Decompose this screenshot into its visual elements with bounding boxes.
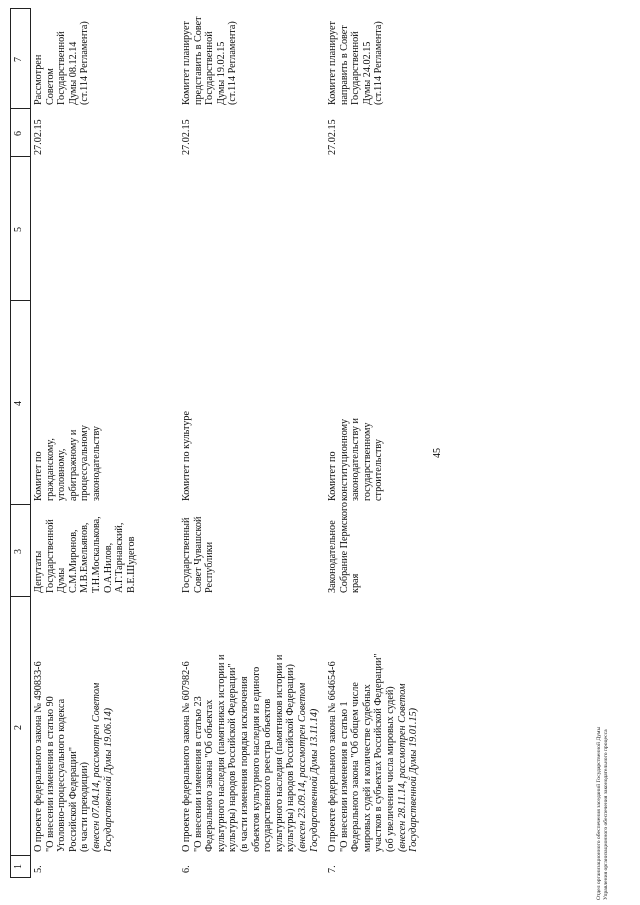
text-line: государственному <box>361 422 373 501</box>
text-line: Совет Чувашской <box>192 516 204 593</box>
status <box>327 21 385 105</box>
text-line: (ст.114 Регламента) <box>227 21 239 105</box>
text-line: Советом <box>44 68 56 105</box>
text-line: Республики <box>204 541 216 593</box>
note-line: (внесен 23.09.14, рассмотрен Советом <box>296 682 308 852</box>
text-line: Комитет по культуре <box>181 411 192 501</box>
text-line: Законодательное <box>327 520 338 593</box>
row-number: 5. <box>33 865 44 873</box>
note-line: (внесен 28.11.14, рассмотрен Советом <box>396 683 408 852</box>
text-line: уголовному, <box>56 448 68 501</box>
text-line: (в части изменения порядка исключения <box>238 676 250 852</box>
text-line: мировых судей и количестве судебных <box>361 684 373 852</box>
text-line: края <box>350 573 362 593</box>
text-line: Государственной <box>44 519 56 593</box>
text-line: Думы 08.12.14 <box>67 41 79 105</box>
col-header-3: 3 <box>13 549 24 554</box>
text-line: Государственной <box>350 31 362 105</box>
col-divider <box>10 596 30 597</box>
text-line: "О внесении изменения в статью 1 <box>338 701 350 852</box>
table-grid <box>10 8 424 878</box>
text-line: Российской Федерации" <box>67 746 79 852</box>
col-header-4: 4 <box>13 401 24 406</box>
committee <box>327 418 385 501</box>
text-line: (ст.114 Регламента) <box>373 21 385 105</box>
text-line: направить в Совет <box>338 25 350 105</box>
note-line: Государственной Думы 13.11.14) <box>308 708 320 852</box>
text-line: Думы 19.02.15 <box>215 41 227 105</box>
text-line: участков в субъектах Российской Федерации" <box>373 653 385 852</box>
text-line: (ст.114 Регламента) <box>79 21 91 105</box>
col-divider <box>10 877 30 878</box>
text-line: А.Г.Тарнавский, <box>114 522 126 593</box>
text-line: культурного наследия (памятниках истории и <box>215 654 227 852</box>
text-line: Государственной <box>56 31 68 105</box>
text-line: Государственный <box>181 517 192 593</box>
text-line: (в части преюдиции) <box>79 762 91 852</box>
bill-title <box>181 655 320 852</box>
text-line: Уголовно-процессуального кодекса <box>56 698 68 852</box>
committee <box>33 425 103 501</box>
text-line: Комитет по <box>327 451 338 501</box>
text-line: представить в Совет <box>192 16 204 105</box>
text-line: Собрание Пермского <box>338 502 350 593</box>
text-line: О проекте федерального закона № 490833-6 <box>33 661 44 852</box>
text-line: М.В.Емельянов, <box>79 522 91 593</box>
row-number: 6. <box>181 865 192 873</box>
text-line: В.Е.Шудегов <box>125 536 137 593</box>
row-number: 7. <box>327 865 338 873</box>
text-line: культуры) народов Российской Федерации" <box>227 663 239 852</box>
text-line: Депутаты <box>33 550 44 593</box>
initiator <box>327 502 362 593</box>
col-divider <box>10 8 30 9</box>
header-bottom-border <box>30 8 31 878</box>
committee <box>181 411 193 501</box>
text-line: Думы 24.02.15 <box>361 41 373 105</box>
text-line: объектов культурного наследия из единого <box>250 666 262 852</box>
date: 27.02.15 <box>327 119 338 155</box>
status <box>181 16 239 105</box>
col-divider <box>10 108 30 109</box>
text-line: законодательству <box>90 426 102 501</box>
note-line: Государственной Думы 19.01.15) <box>408 707 420 852</box>
status <box>33 21 91 105</box>
text-line: Думы <box>56 567 68 593</box>
footer-line: Управления организационного обеспечения законодательного процесса <box>603 729 609 900</box>
date: 27.02.15 <box>181 119 192 155</box>
text-line: конституционному <box>338 418 350 501</box>
text-line: Федерального закона "Об объектах <box>204 699 216 852</box>
table-top-border <box>10 8 11 878</box>
text-line: Федерального закона "Об общем числе <box>350 682 362 852</box>
text-line: О проекте федерального закона № 664654-6 <box>327 661 338 852</box>
col-header-6: 6 <box>13 131 24 136</box>
text-line: О проекте федерального закона № 607982-6 <box>181 661 192 852</box>
col-divider <box>10 504 30 505</box>
text-line: Комитет планирует <box>181 21 192 105</box>
text-line: С.М.Миронов, <box>67 529 79 593</box>
text-line: Рассмотрен <box>33 54 44 105</box>
text-line: арбитражному и <box>67 429 79 501</box>
col-header-7: 7 <box>13 57 24 62</box>
date: 27.02.15 <box>33 119 44 155</box>
initiator <box>181 517 216 593</box>
text-line: законодательству и <box>350 418 362 501</box>
text-line: "О внесении изменения в статью 90 <box>44 696 56 852</box>
col-header-2: 2 <box>13 725 24 730</box>
note-line: (внесен 07.04.14, рассмотрен Советом <box>90 682 102 852</box>
note-line: Государственной Думы 19.06.14) <box>102 707 114 852</box>
text-line: государственного реестра объектов <box>262 698 274 852</box>
col-header-1: 1 <box>13 864 24 869</box>
col-header-5: 5 <box>13 227 24 232</box>
text-line: строительству <box>373 439 385 501</box>
initiator <box>33 516 137 593</box>
bill-title <box>327 653 420 852</box>
page-number: 45 <box>432 448 443 458</box>
text-line: О.А.Нилов, <box>102 542 114 593</box>
text-line: (об увеличении числа мировых судей) <box>384 686 396 852</box>
text-line: культурного наследия (памятников истории и <box>273 654 285 852</box>
text-line: процессуальному <box>79 425 91 501</box>
footer-line: Отдел организационного обеспечения заседаний Государственной Думы <box>596 726 602 900</box>
text-line: "О внесении изменения в статью 23 <box>192 696 204 852</box>
text-line: Комитет по <box>33 451 44 501</box>
col-divider <box>10 156 30 157</box>
col-divider <box>10 300 30 301</box>
footer <box>596 727 610 900</box>
text-line: Комитет планирует <box>327 21 338 105</box>
text-line: культуры) народов Российской Федерации) <box>285 664 297 852</box>
bill-title <box>33 661 114 852</box>
text-line: Т.Н.Москалькова, <box>90 516 102 593</box>
text-line: гражданскому, <box>44 438 56 501</box>
text-line: Государственной <box>204 31 216 105</box>
col-divider <box>10 855 30 856</box>
